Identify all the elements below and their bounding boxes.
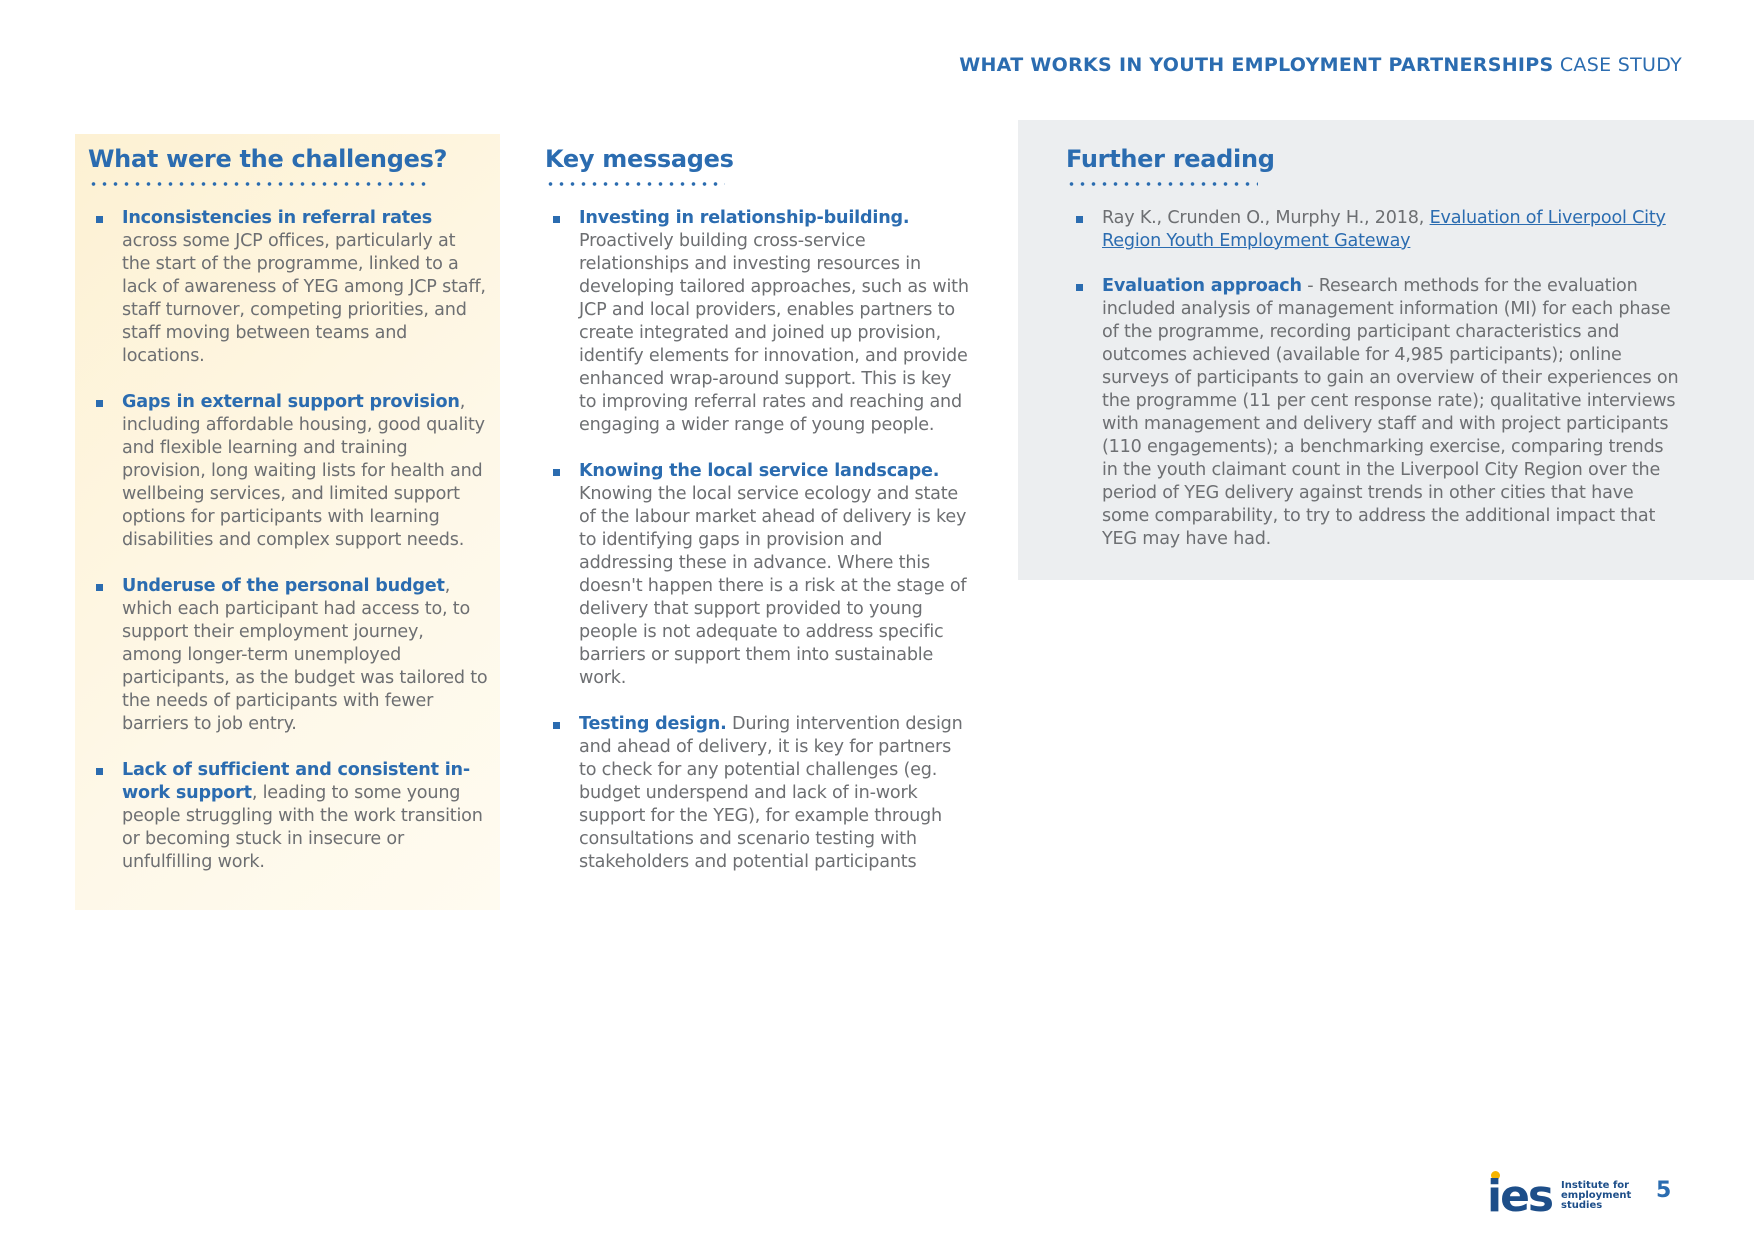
key-messages-panel (545, 134, 970, 897)
logo-line: employment (1561, 1190, 1632, 1201)
list-item (88, 207, 488, 368)
item-text: During intervention design and ahead of delivery, it is key for partners to check for any potential challenges (eg. budget underspend and lack of in-work support for the YEG), for example through consultations and scenario testing with stakeholders and potential participants (579, 714, 963, 872)
list-item (88, 575, 488, 736)
square-bullet-icon (553, 469, 560, 476)
dotted-underline (545, 181, 725, 187)
reference-prefix: Ray K., Crunden O., Murphy H., 2018, (1102, 208, 1425, 228)
list-item (545, 460, 970, 690)
item-lead: Underuse of the personal budget (122, 576, 445, 596)
running-header (959, 54, 1682, 76)
ies-logo (1487, 1171, 1632, 1222)
item-lead: Testing design. (579, 714, 727, 734)
further-reading-heading: Further reading (1066, 145, 1275, 173)
logo-line: Institute for (1561, 1180, 1630, 1191)
item-text: , which each participant had access to, to support their employment journey, among longer-term unemployed participants, as the budget was tailored to the needs of participants with fewer barriers to job entry. (122, 576, 488, 734)
list-item (1066, 207, 1684, 253)
item-lead: Investing in relationship-building. (579, 208, 910, 228)
square-bullet-icon (1076, 216, 1083, 223)
dotted-underline (1066, 181, 1258, 187)
key-messages-heading: Key messages (545, 145, 734, 173)
list-item (1066, 275, 1684, 551)
list-item (88, 759, 488, 874)
item-lead: Inconsistencies in referral rates (122, 208, 432, 228)
item-lead: Gaps in external support provision (122, 392, 460, 412)
list-item (88, 391, 488, 552)
list-item (545, 207, 970, 437)
dotted-underline (88, 181, 428, 187)
item-lead: Lack of sufficient and consistent in-work support (122, 760, 470, 803)
header-title-light: CASE STUDY (1559, 54, 1682, 76)
square-bullet-icon (96, 584, 103, 591)
further-reading-panel (1018, 120, 1754, 580)
header-title-strong: WHAT WORKS IN YOUTH EMPLOYMENT PARTNERSHIPS (959, 54, 1554, 76)
list-item (545, 713, 970, 874)
item-text: , including affordable housing, good quality and flexible learning and training provision, long waiting lists for health and wellbeing services, and limited support options for participants with learning disabilities and complex support needs. (122, 392, 485, 550)
logo-line: studies (1561, 1200, 1603, 1211)
item-lead: Knowing the local service landscape. (579, 461, 940, 481)
item-text: - Research methods for the evaluation included analysis of management information (MI) for each phase of the programme, recording participant characteristics and outcomes achieved (available for 4,985 participants); online surveys of participants to gain an overview of their experiences on the programme (11 per cent response rate); qualitative interviews with management and delivery staff and with project participants (110 engagements); a benchmarking exercise, comparing trends in the youth claimant count in the Liverpool City Region over the period of YEG delivery against trends in other cities that have some comparability, to try to address the additional impact that YEG may have had. (1102, 276, 1679, 549)
item-text: across some JCP offices, particularly at the start of the programme, linked to a lack of awareness of YEG among JCP staff, staff turnover, competing priorities, and staff moving between teams and locations. (122, 231, 486, 366)
further-reading-list (1066, 207, 1684, 551)
logo-text (1561, 1181, 1631, 1211)
item-text: , leading to some young people struggling with the work transition or becoming stuck in insecure or unfulfilling work. (122, 783, 483, 872)
key-messages-list (545, 207, 970, 874)
item-lead: Evaluation approach (1102, 276, 1302, 296)
challenges-heading: What were the challenges? (88, 145, 448, 173)
item-text: Proactively building cross-service relationships and investing resources in developing tailored approaches, such as with JCP and local providers, enables partners to create integrated and joined up provision, identify elements for innovation, and provide enhanced wrap-around support. This is key to improving referral rates and reaching and engaging a wider range of young people. (579, 231, 969, 435)
challenges-panel (75, 134, 500, 910)
square-bullet-icon (553, 216, 560, 223)
page-number: 5 (1656, 1178, 1672, 1203)
item-text: Knowing the local service ecology and state of the labour market ahead of delivery is key to identifying gaps in provision and addressing these in advance. Where this doesn't happen there is a risk at the stage of delivery that support provided to young people is not adequate to address specific barriers or support them into sustainable work. (579, 484, 967, 688)
logo-mark: ies (1487, 1171, 1553, 1222)
square-bullet-icon (1076, 284, 1083, 291)
evaluation-report-link[interactable]: Evaluation of Liverpool City Region Youth Employment Gateway (1102, 208, 1666, 251)
square-bullet-icon (96, 400, 103, 407)
square-bullet-icon (96, 216, 103, 223)
square-bullet-icon (553, 722, 560, 729)
challenges-list (88, 207, 488, 874)
square-bullet-icon (96, 768, 103, 775)
